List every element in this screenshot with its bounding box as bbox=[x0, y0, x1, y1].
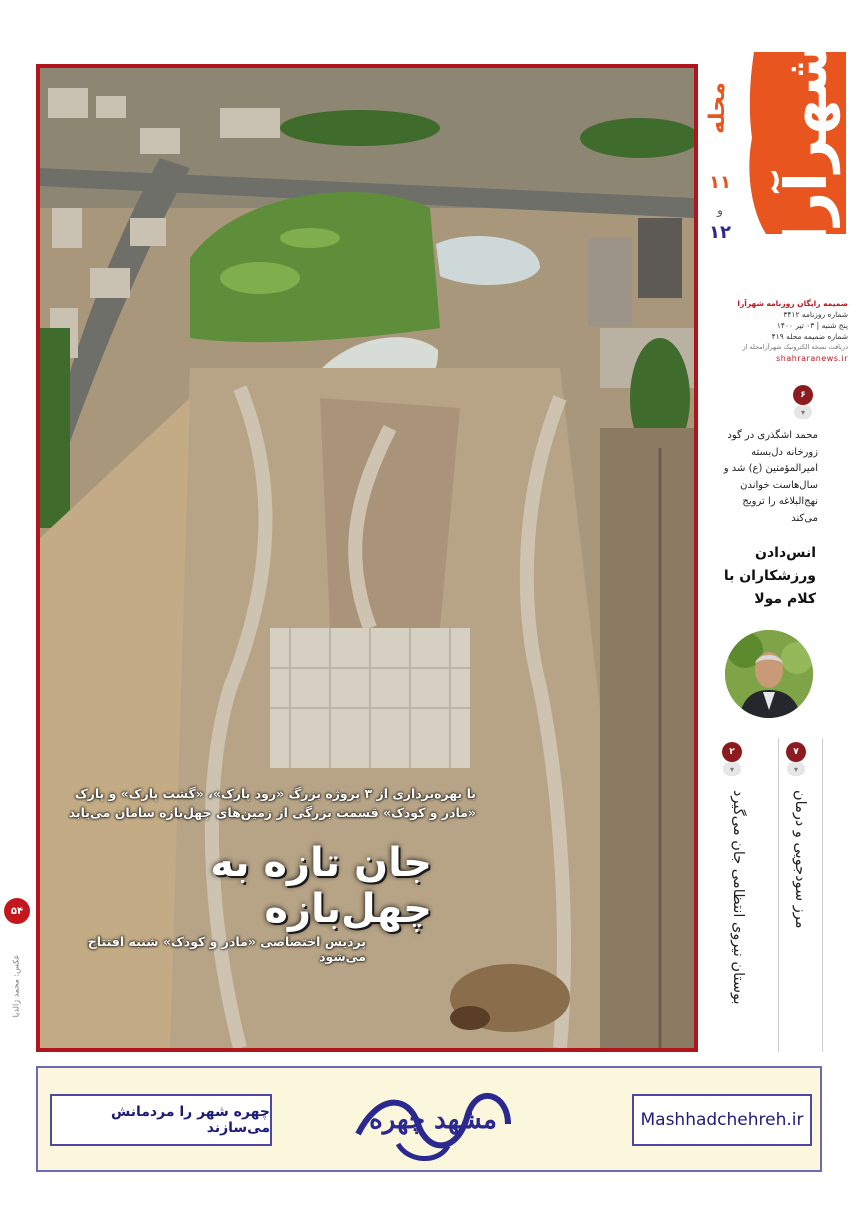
masthead-issue-prefix: ۱۱ bbox=[709, 172, 731, 193]
masthead-section: محله bbox=[706, 82, 730, 134]
cover-page-badge[interactable]: ۵۴ bbox=[4, 898, 30, 924]
column-divider bbox=[822, 738, 823, 1052]
vertical-story-arrow-icon[interactable]: ▾ bbox=[723, 762, 741, 776]
ad-slogan: چهره شهر را مردمانش می‌سازند bbox=[50, 1094, 272, 1146]
cover-headline: جان تازه به چهل‌بازه bbox=[210, 840, 432, 932]
side-story-body: محمد اشگذری در گود زورخانه دل‌بسته امیرالمؤمنین (ع) شد و سال‌هاست خواندن نهج‌البلاغه را ترویج می‌کند bbox=[723, 430, 818, 524]
masthead-title: شهرآرا bbox=[772, 48, 840, 238]
photo-credit-text: عکس: محمد ژالدیا bbox=[11, 954, 21, 1018]
cover-subhead: با بهره‌برداری از ۳ پروژه بزرگ «رود پارک»، «گشت پارک» و پارک «مادر و کودک» قسمت بزرگی از زمین‌های چهل‌بازه سامان می‌یابد bbox=[68, 786, 476, 820]
ad-logo-text: مشهد چهره bbox=[369, 1105, 497, 1135]
masthead-online-line: دریافت نسخه الکترونیک شهرآرامحله از bbox=[742, 343, 848, 351]
ad-url[interactable]: Mashhadchehreh.ir bbox=[632, 1094, 812, 1146]
masthead-site[interactable]: shahraranews.ir bbox=[776, 354, 848, 363]
portrait-illustration bbox=[725, 630, 813, 718]
vertical-story-arrow-icon[interactable]: ▾ bbox=[787, 762, 805, 776]
side-story-page-badge[interactable]: ۶ bbox=[793, 385, 813, 405]
vertical-story-text: مرز سودجویی و درمان bbox=[792, 790, 808, 929]
masthead-issue-line: شماره روزنامه ۳۴۱۲ bbox=[783, 310, 848, 319]
photo-credit bbox=[8, 954, 24, 1038]
masthead-issue-number: ۱۲ bbox=[709, 222, 731, 238]
vertical-story-text: بوستان نیروی انتظامی جان می‌گیرد bbox=[730, 790, 746, 1005]
side-story-portrait bbox=[725, 630, 813, 718]
side-story-arrow-icon[interactable]: ▾ bbox=[794, 405, 812, 419]
masthead-logo bbox=[706, 48, 852, 238]
masthead-logo-art bbox=[706, 48, 852, 238]
masthead-supplement-line: شماره ضمیمه محله ۴۱۹ bbox=[771, 332, 848, 341]
vertical-story-page-badge[interactable]: ۲ bbox=[722, 742, 742, 762]
masthead-subtitle: ضمیمه رایگان روزنامه شهرآرا bbox=[737, 299, 848, 308]
masthead-info bbox=[706, 298, 848, 364]
vertical-story[interactable] bbox=[722, 790, 746, 1050]
ad-logo[interactable] bbox=[338, 1074, 528, 1166]
cover-photo bbox=[36, 64, 698, 1052]
side-story-title[interactable]: انس‌دادن ورزشکاران با کلام مولا bbox=[723, 545, 816, 607]
vertical-story-page-badge[interactable]: ۷ bbox=[786, 742, 806, 762]
column-divider bbox=[778, 738, 779, 1052]
cover-caption: پردیس اختصاصی «مادر و کودک» شنبه افتتاح می‌شود bbox=[87, 934, 366, 964]
vertical-story[interactable] bbox=[784, 790, 808, 1050]
masthead-date-line: پنج شنبه | ۰۳ تیر ۱۴۰۰ bbox=[776, 321, 848, 330]
ad-banner[interactable] bbox=[36, 1066, 822, 1172]
masthead-issue-and: و bbox=[717, 203, 723, 217]
